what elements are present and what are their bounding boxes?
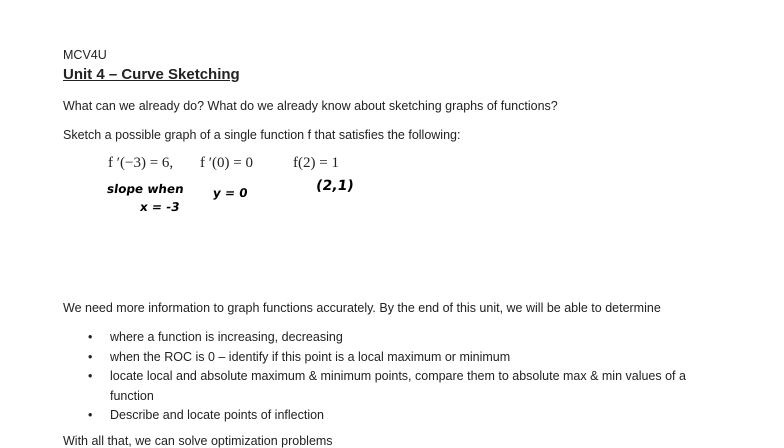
- list-item: • locate local and absolute maximum & minimum points, compare them to absolute max & min values of a function: [88, 367, 710, 406]
- list-item: • when the ROC is 0 – identify if this point is a local maximum or minimum: [88, 348, 710, 368]
- handwritten-note-4: (2,1): [314, 178, 355, 194]
- last-line-text: With all that, we can solve optimization problems: [63, 434, 333, 448]
- course-code: MCV4U: [63, 48, 107, 62]
- more-info-text: We need more information to graph functions accurately. By the end of this unit, we will be able to determine: [63, 301, 661, 315]
- condition-3: f(2) = 1: [293, 155, 339, 171]
- handwritten-note-1: slope when: [106, 182, 185, 196]
- list-item: • where a function is increasing, decreasing: [88, 328, 710, 348]
- handwritten-note-2: x = -3: [139, 200, 181, 214]
- list-item: • Describe and locate points of inflection: [88, 406, 710, 426]
- prompt-text: Sketch a possible graph of a single function f that satisfies the following:: [63, 128, 461, 142]
- condition-2: f ′(0) = 0: [200, 155, 253, 171]
- page-title: Unit 4 – Curve Sketching: [63, 66, 240, 83]
- intro-text: What can we already do? What do we already know about sketching graphs of functions?: [63, 99, 558, 113]
- handwritten-note-3: y = 0: [212, 186, 249, 200]
- objectives-list: [88, 328, 710, 426]
- condition-1: f ′(−3) = 6,: [108, 155, 174, 171]
